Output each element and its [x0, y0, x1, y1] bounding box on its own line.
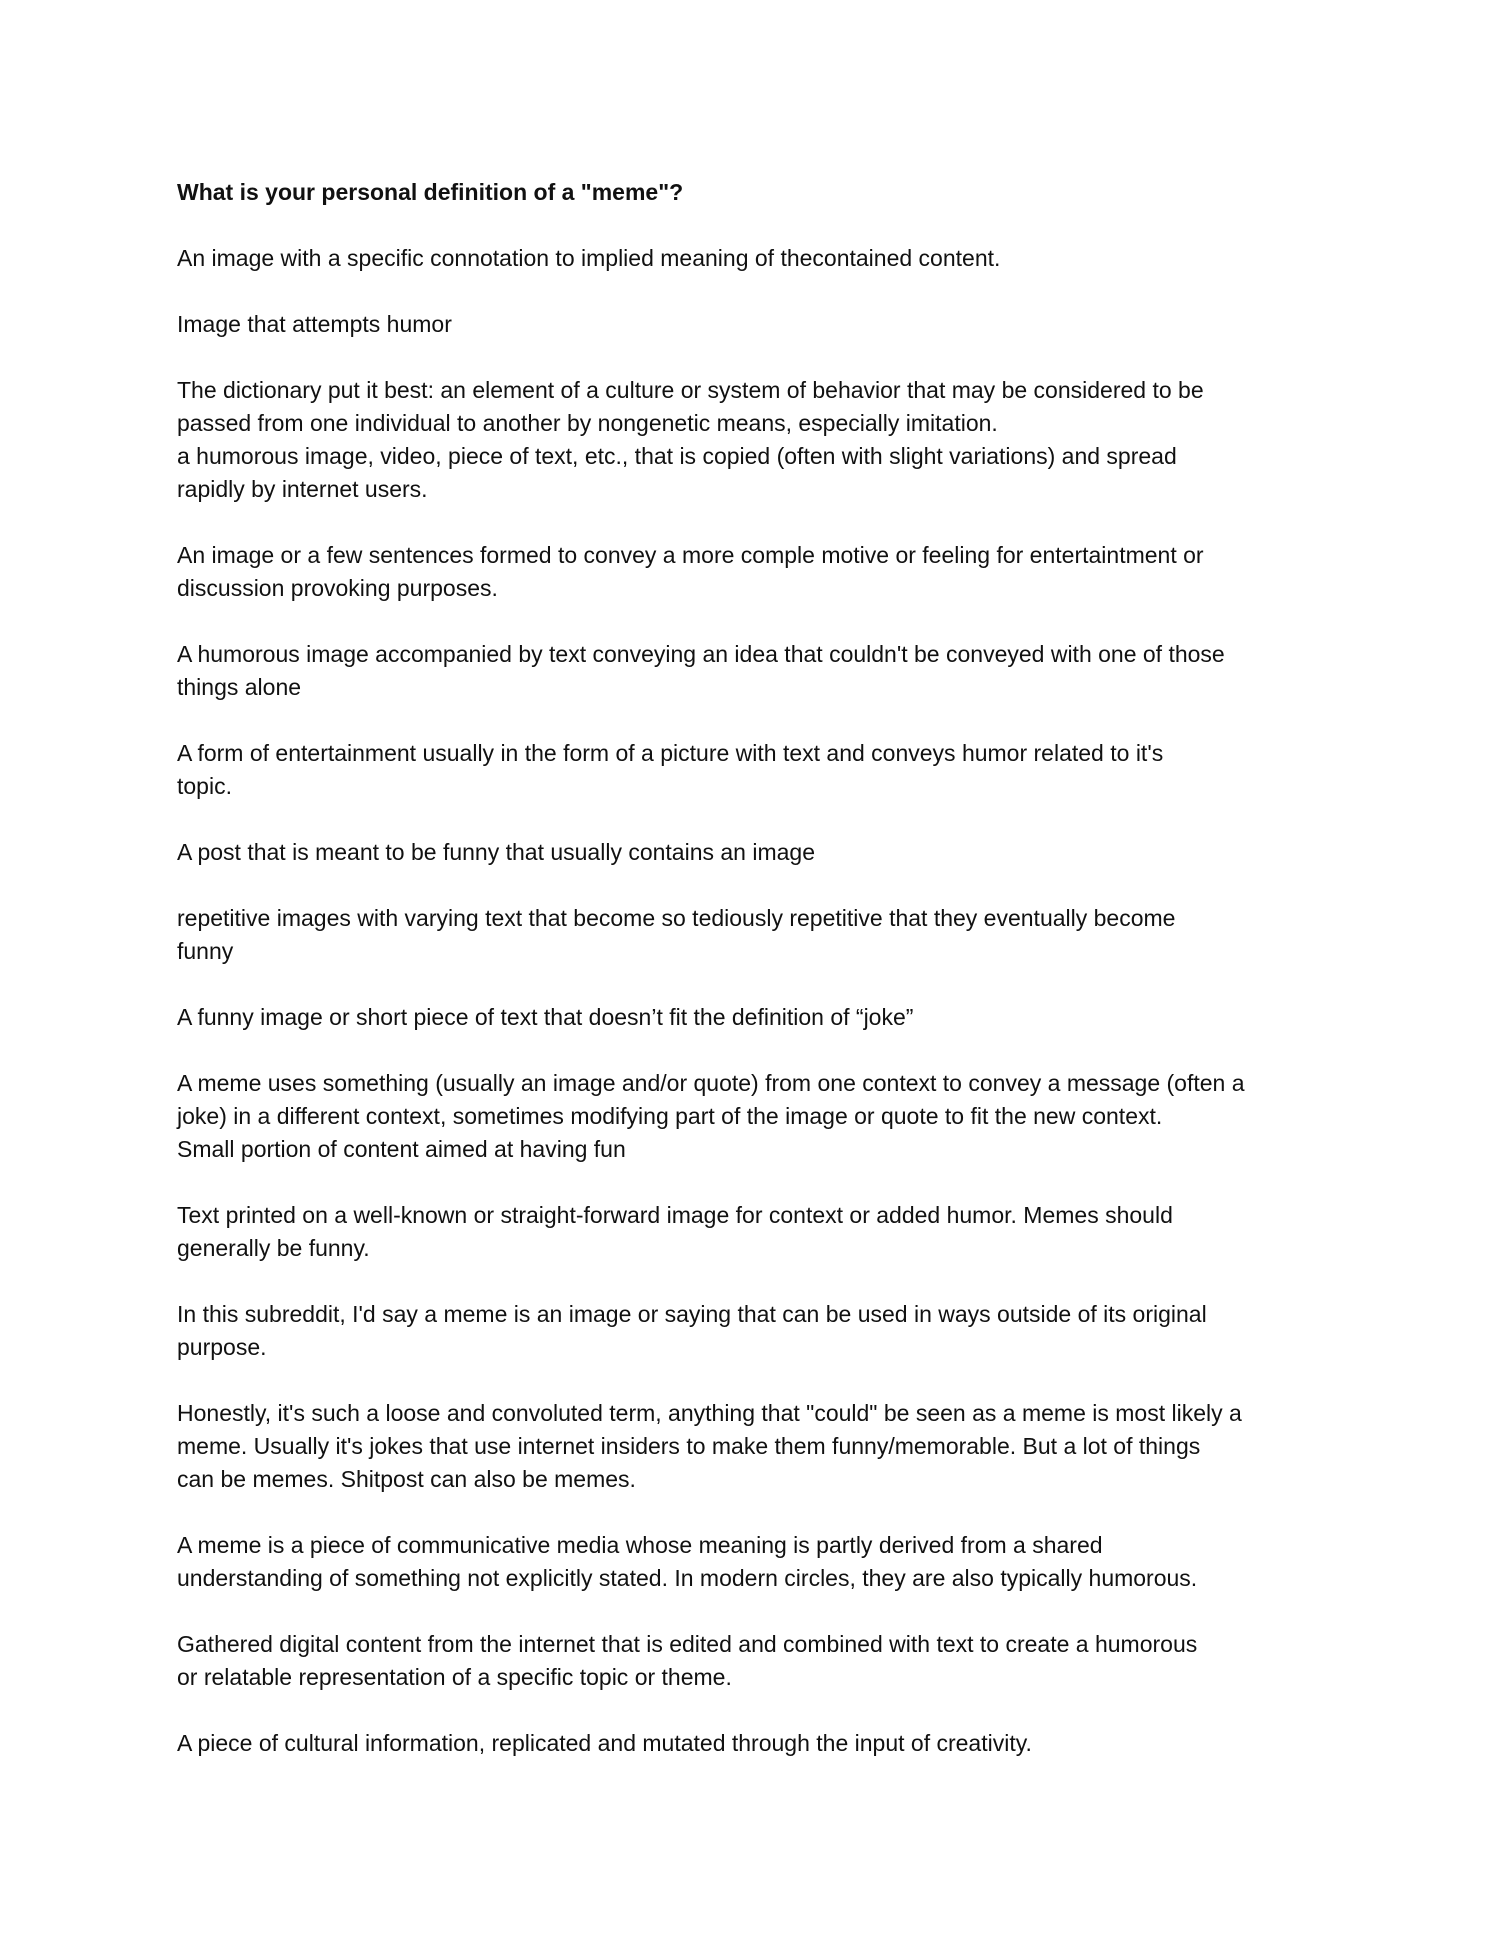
response-paragraph	[177, 374, 1337, 506]
response-line: Gathered digital content from the internet that is edited and combined with text to create a humorous	[177, 1631, 1198, 1657]
response-line: a humorous image, video, piece of text, etc., that is copied (often with slight variations) and spread	[177, 443, 1177, 469]
response-paragraph	[177, 242, 1337, 275]
response-line: passed from one individual to another by nongenetic means, especially imitation.	[177, 410, 998, 436]
response-list	[177, 242, 1337, 1760]
response-line: Text printed on a well-known or straight-forward image for context or added humor. Memes should	[177, 1202, 1173, 1228]
response-line: joke) in a different context, sometimes modifying part of the image or quote to fit the new context.	[177, 1103, 1163, 1129]
response-line: things alone	[177, 674, 302, 700]
response-line: A post that is meant to be funny that usually contains an image	[177, 839, 816, 865]
response-line: repetitive images with varying text that become so tediously repetitive that they eventually become	[177, 905, 1176, 931]
response-line: meme. Usually it's jokes that use internet insiders to make them funny/memorable. But a lot of things	[177, 1433, 1201, 1459]
response-line: Small portion of content aimed at having fun	[177, 1136, 626, 1162]
response-paragraph	[177, 539, 1337, 605]
response-line: or relatable representation of a specific topic or theme.	[177, 1664, 732, 1690]
response-line: rapidly by internet users.	[177, 476, 428, 502]
response-paragraph	[177, 1397, 1337, 1496]
document-page	[177, 176, 1337, 1793]
question-heading: What is your personal definition of a "meme"?	[177, 179, 684, 205]
response-paragraph	[177, 1199, 1337, 1265]
response-line: An image with a specific connotation to implied meaning of thecontained content.	[177, 245, 1001, 271]
response-line: A meme uses something (usually an image and/or quote) from one context to convey a message (often a	[177, 1070, 1245, 1096]
response-line: In this subreddit, I'd say a meme is an image or saying that can be used in ways outside of its original	[177, 1301, 1207, 1327]
response-line: A meme is a piece of communicative media whose meaning is partly derived from a shared	[177, 1532, 1103, 1558]
response-line: A humorous image accompanied by text conveying an idea that couldn't be conveyed with one of those	[177, 641, 1225, 667]
response-line: Honestly, it's such a loose and convoluted term, anything that "could" be seen as a meme is most likely a	[177, 1400, 1242, 1426]
response-line: generally be funny.	[177, 1235, 370, 1261]
response-line: understanding of something not explicitly stated. In modern circles, they are also typically humorous.	[177, 1565, 1198, 1591]
response-paragraph	[177, 737, 1337, 803]
response-line: A piece of cultural information, replicated and mutated through the input of creativity.	[177, 1730, 1032, 1756]
response-line: Image that attempts humor	[177, 311, 452, 337]
response-line: can be memes. Shitpost can also be memes.	[177, 1466, 636, 1492]
response-line: purpose.	[177, 1334, 267, 1360]
response-paragraph	[177, 1067, 1337, 1166]
response-paragraph	[177, 1628, 1337, 1694]
response-paragraph	[177, 638, 1337, 704]
response-paragraph	[177, 836, 1337, 869]
response-line: discussion provoking purposes.	[177, 575, 498, 601]
response-line: A funny image or short piece of text that doesn’t fit the definition of “joke”	[177, 1004, 914, 1030]
response-line: funny	[177, 938, 234, 964]
response-paragraph	[177, 308, 1337, 341]
response-paragraph	[177, 902, 1337, 968]
response-line: An image or a few sentences formed to convey a more comple motive or feeling for entertaintment or	[177, 542, 1204, 568]
response-paragraph	[177, 1727, 1337, 1760]
response-line: A form of entertainment usually in the form of a picture with text and conveys humor related to it's	[177, 740, 1164, 766]
response-paragraph	[177, 1529, 1337, 1595]
response-paragraph	[177, 1298, 1337, 1364]
response-paragraph	[177, 1001, 1337, 1034]
response-line: The dictionary put it best: an element of a culture or system of behavior that may be considered to be	[177, 377, 1204, 403]
response-line: topic.	[177, 773, 232, 799]
